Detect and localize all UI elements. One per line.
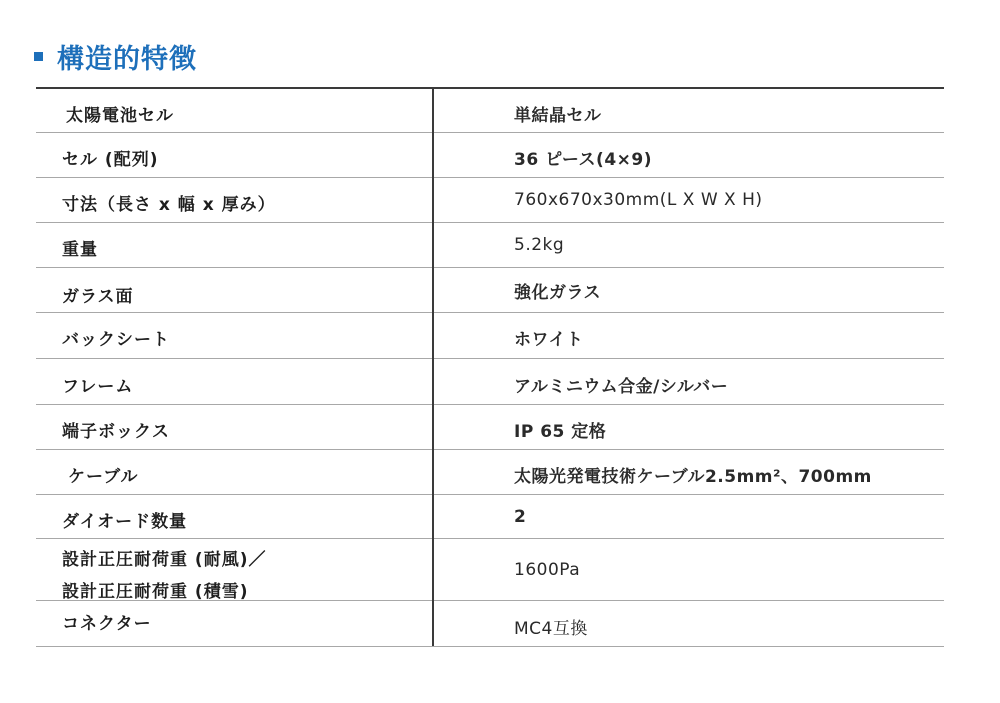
table-row — [36, 313, 944, 359]
spec-value: MC4互換 — [514, 619, 588, 639]
spec-label: コネクター — [62, 614, 152, 634]
spec-label: 重量 — [62, 240, 98, 260]
table-row — [36, 405, 944, 450]
column-divider — [432, 87, 434, 646]
spec-value: 強化ガラス — [514, 283, 601, 303]
table-row — [36, 89, 944, 133]
spec-label: セル (配列) — [62, 150, 159, 170]
spec-value: 760x670x30mm(L X W X H) — [514, 190, 763, 210]
spec-value: 1600Pa — [514, 560, 581, 580]
table-row — [36, 495, 944, 539]
spec-label: ダイオード数量 — [62, 512, 188, 532]
spec-label: 設計正圧耐荷重 (耐風)／ — [62, 550, 267, 570]
table-row — [36, 268, 944, 313]
table-row — [36, 178, 944, 223]
spec-label: 太陽電池セル — [66, 106, 174, 126]
bullet-square-icon — [34, 52, 43, 61]
table-row — [36, 359, 944, 405]
section-heading — [34, 36, 197, 76]
spec-label: 端子ボックス — [62, 422, 170, 442]
spec-value: 単結晶セル — [514, 106, 602, 126]
spec-value: 2 — [514, 507, 527, 527]
spec-value: 5.2kg — [514, 235, 565, 255]
table-row — [36, 133, 944, 178]
spec-value: IP 65 定格 — [514, 422, 607, 442]
spec-value: アルミニウム合金/シルバー — [514, 377, 729, 397]
spec-label: バックシート — [62, 330, 170, 350]
spec-value: 太陽光発電技術ケーブル2.5mm²、700mm — [514, 467, 872, 487]
table-row — [36, 601, 944, 647]
spec-label: ケーブル — [68, 467, 139, 487]
spec-value: ホワイト — [514, 330, 584, 350]
table-row — [36, 450, 944, 495]
spec-label: 寸法（長さ x 幅 x 厚み） — [62, 195, 276, 215]
spec-label: 設計正圧耐荷重 (積雪) — [62, 582, 249, 602]
table-row — [36, 539, 944, 601]
spec-label: ガラス面 — [62, 287, 134, 307]
spec-label: フレーム — [62, 377, 134, 397]
table-row — [36, 223, 944, 268]
spec-value: 36 ピース(4×9) — [514, 150, 652, 170]
section-title: 構造的特徴 — [57, 43, 197, 75]
